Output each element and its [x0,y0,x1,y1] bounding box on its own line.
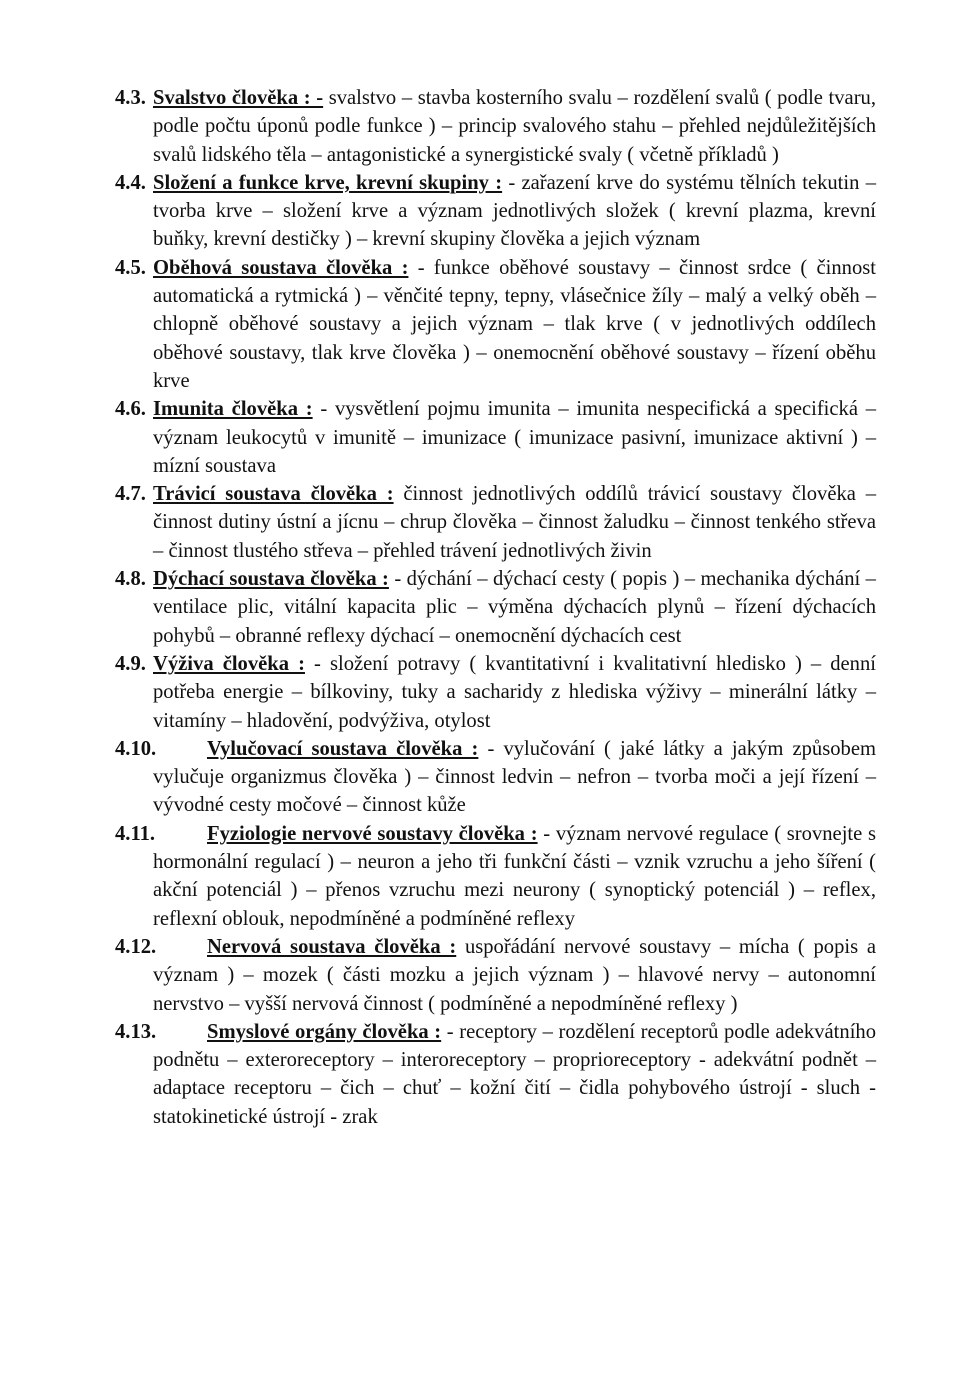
section-4-13 [0,1018,876,1131]
section-text: - zařazení krve do systému tělních tekutin – tvorba krve – složení krve a význam jednotlivých složek ( krevní plazma, krevní buňky, krevní destičky ) – krevní skupiny člověka a jejich význam [153,171,876,251]
section-number: 4.5. [115,256,146,279]
section-heading: Oběhová soustava člověka : [153,256,409,279]
section-number: 4.3. [115,87,146,109]
section-4-9 [0,650,876,735]
section-4-8 [0,565,876,650]
section-heading: Dýchací soustava člověka : [153,568,389,591]
section-heading: Nervová soustava člověka : [207,935,457,958]
section-number: 4.9. [115,652,146,675]
section-4-6 [0,395,876,480]
section-text: - vysvětlení pojmu imunita – imunita nespecifická a specifická – význam leukocytů v imunitě – imunizace ( imunizace pasivní, imunizace aktivní ) – mízní soustava [153,398,877,477]
section-number: 4.4. [115,171,146,194]
section-text: činnost jednotlivých oddílů trávicí soustavy člověka – činnost dutiny ústní a jícnu – chrup člověka – činnost žaludku – činnost tenkého střeva – činnost tlustého střeva – přehled trávení jednotlivých živin [153,483,876,562]
section-4-12 [0,933,876,1018]
section-heading: Fyziologie nervové soustavy člověka : [207,822,538,845]
section-text: - dýchání – dýchací cesty ( popis ) – mechanika dýchání – ventilace plic, vitální kapacita plic – výměna dýchacích plynů – řízení dýchacích pohybů – obranné reflexy dýchací – onemocnění dýchacích cest [153,568,876,647]
section-number: 4.6. [115,398,146,421]
section-text: - význam nervové regulace ( srovnejte s hormonální regulací ) – neuron a jeho tři funkční části – vznik vzruchu a jeho šíření ( akční potenciál ) – přenos vzruchu mezi neurony ( synoptický potenciál ) – reflex, reflexní oblouk, nepodmíněné a podmíněné reflexy [153,822,877,930]
section-number: 4.13. [115,1020,157,1043]
section-number: 4.12. [115,935,157,958]
syllabus-list [0,84,960,1131]
section-number: 4.10. [115,737,157,760]
section-4-5 [0,254,876,395]
section-heading: Složení a funkce krve, krevní skupiny : [153,171,503,194]
section-heading: Imunita člověka : [153,398,313,421]
section-heading: Vylučovací soustava člověka : [207,737,479,760]
section-text: - složení potravy ( kvantitativní i kvalitativní hledisko ) – denní potřeba energie – bílkoviny, tuky a sacharidy z hlediska výživy – minerální látky – vitamíny – hladovění, podvýživa, otylost [153,652,876,732]
section-text: uspořádání nervové soustavy – mícha ( popis a význam ) – mozek ( části mozku a jejich význam ) – hlavové nervy – autonomní nervstvo – vyšší nervová činnost ( podmíněné a nepodmíněné reflexy ) [153,935,876,1015]
section-text: - receptory – rozdělení receptorů podle adekvátního podnětu – exteroreceptory – interoreceptory – proprioreceptory - adekvátní podnět – adaptace receptoru – čich – chuť – kožní čití – čidla pohybového ústrojí - sluch - statokinetické ústrojí - zrak [153,1020,877,1128]
section-number: 4.8. [115,568,146,591]
section-heading: Trávicí soustava člověka : [153,483,394,506]
section-heading: Výživa člověka : [153,652,305,675]
section-4-4 [0,169,876,254]
section-heading: Svalstvo člověka : - [153,87,324,109]
section-4-11 [0,820,876,933]
section-text: - funkce oběhové soustavy – činnost srdce ( činnost automatická a rytmická ) – věnčité tepny, tepny, vlásečnice žíly – malý a velký oběh – chlopně oběhové soustavy a jejich význam – tlak krve ( v jednotlivých oddílech oběhové soustavy, tlak krve člověka ) – onemocnění oběhové soustavy – řízení oběhu krve [153,256,876,392]
section-4-3 [0,84,876,169]
section-text: svalstvo – stavba kosterního svalu – rozdělení svalů ( podle tvaru, podle počtu úponů podle funkce ) – princip svalového stahu – přehled nejdůležitějších svalů lidského těla – antagonistické a synergistické svaly ( včetně příkladů ) [153,87,876,166]
section-4-7 [0,480,876,565]
section-number: 4.7. [115,483,146,506]
section-4-10 [0,735,876,820]
section-heading: Smyslové orgány člověka : [207,1020,442,1043]
section-number: 4.11. [115,822,156,845]
section-text: - vylučování ( jaké látky a jakým způsobem vylučuje organizmus člověka ) – činnost ledvin – nefron – tvorba moči a její řízení – vývodné cesty močové – činnost kůže [153,737,876,817]
